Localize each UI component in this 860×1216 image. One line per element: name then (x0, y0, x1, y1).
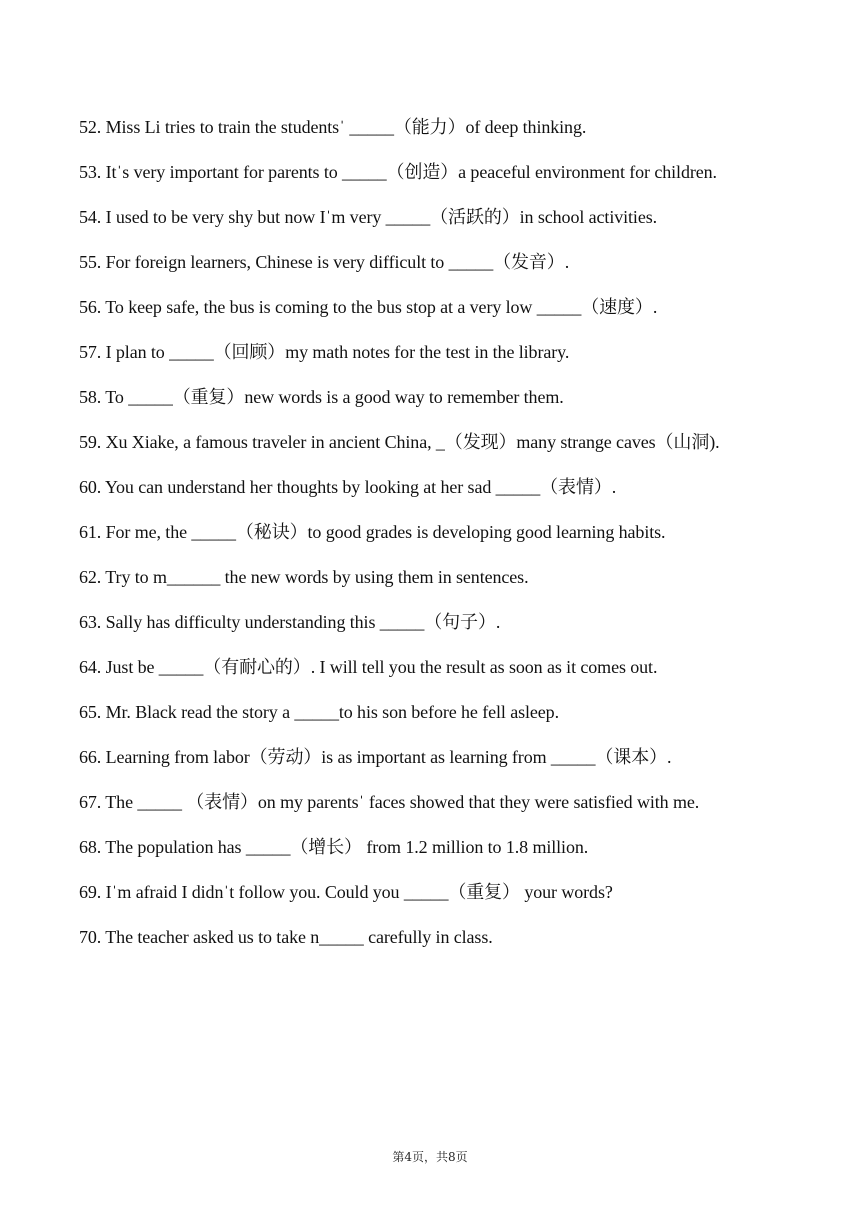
question-item (79, 202, 839, 247)
question-item (79, 382, 839, 427)
question-number: 57. (79, 342, 102, 362)
question-number: 53. (79, 162, 102, 182)
question-text: The population has _____（增长） from 1.2 million to 1.8 million. (105, 837, 589, 857)
question-item (79, 427, 839, 472)
question-number: 61. (79, 522, 102, 542)
question-text: To keep safe, the bus is coming to the bus stop at a very low _____（速度）. (105, 297, 658, 317)
question-item (79, 112, 839, 157)
question-number: 63. (79, 612, 102, 632)
question-text: I used to be very shy but now Iˈm very _____（活跃的）in school activities. (105, 207, 658, 227)
question-number: 58. (79, 387, 102, 407)
question-number: 54. (79, 207, 102, 227)
question-number: 68. (79, 837, 102, 857)
question-text: Miss Li tries to train the studentsˈ _____（能力）of deep thinking. (105, 117, 587, 137)
question-text: Xu Xiake, a famous traveler in ancient China, _（发现）many strange caves（山洞). (105, 432, 720, 452)
question-item (79, 652, 839, 697)
question-item (79, 787, 839, 832)
question-text: For foreign learners, Chinese is very difficult to _____（发音）. (105, 252, 570, 272)
question-item (79, 337, 839, 382)
question-number: 59. (79, 432, 102, 452)
question-item (79, 517, 839, 562)
question-text: For me, the _____（秘诀）to good grades is developing good learning habits. (105, 522, 666, 542)
question-number: 69. (79, 882, 102, 902)
question-number: 56. (79, 297, 102, 317)
question-text: Iˈm afraid I didnˈt follow you. Could you _____（重复） your words? (105, 882, 613, 902)
question-text: The _____ （表情）on my parentsˈ faces showed that they were satisfied with me. (105, 792, 700, 812)
question-item (79, 922, 839, 967)
question-item (79, 247, 839, 292)
question-number: 65. (79, 702, 102, 722)
question-item (79, 697, 839, 742)
question-text: I plan to _____（回顾）my math notes for the test in the library. (105, 342, 570, 362)
question-list (79, 112, 839, 967)
question-item (79, 607, 839, 652)
question-text: The teacher asked us to take n_____ carefully in class. (105, 927, 493, 947)
question-item (79, 877, 839, 922)
question-text: You can understand her thoughts by looking at her sad _____（表情）. (104, 477, 617, 497)
question-item (79, 292, 839, 337)
question-number: 55. (79, 252, 102, 272)
question-number: 52. (79, 117, 102, 137)
question-item (79, 157, 839, 202)
question-number: 66. (79, 747, 102, 767)
question-item (79, 742, 839, 787)
question-text: Mr. Black read the story a _____to his son before he fell asleep. (105, 702, 559, 722)
question-number: 67. (79, 792, 102, 812)
question-text: Try to m______ the new words by using them in sentences. (105, 567, 529, 587)
question-item (79, 562, 839, 607)
question-text: Just be _____（有耐心的）. I will tell you the result as soon as it comes out. (105, 657, 658, 677)
question-text: To _____（重复）new words is a good way to remember them. (105, 387, 564, 407)
question-text: Learning from labor（劳动）is as important as learning from _____（课本）. (105, 747, 672, 767)
question-number: 62. (79, 567, 102, 587)
page-footer (0, 1148, 860, 1165)
question-number: 60. (79, 477, 102, 497)
question-number: 64. (79, 657, 102, 677)
question-item (79, 832, 839, 877)
page-number-label: 第4页，共8页 (392, 1150, 468, 1164)
question-number: 70. (79, 927, 102, 947)
question-text: Itˈs very important for parents to _____（创造）a peaceful environment for children. (105, 162, 717, 182)
question-item (79, 472, 839, 517)
question-text: Sally has difficulty understanding this _____（句子）. (105, 612, 501, 632)
